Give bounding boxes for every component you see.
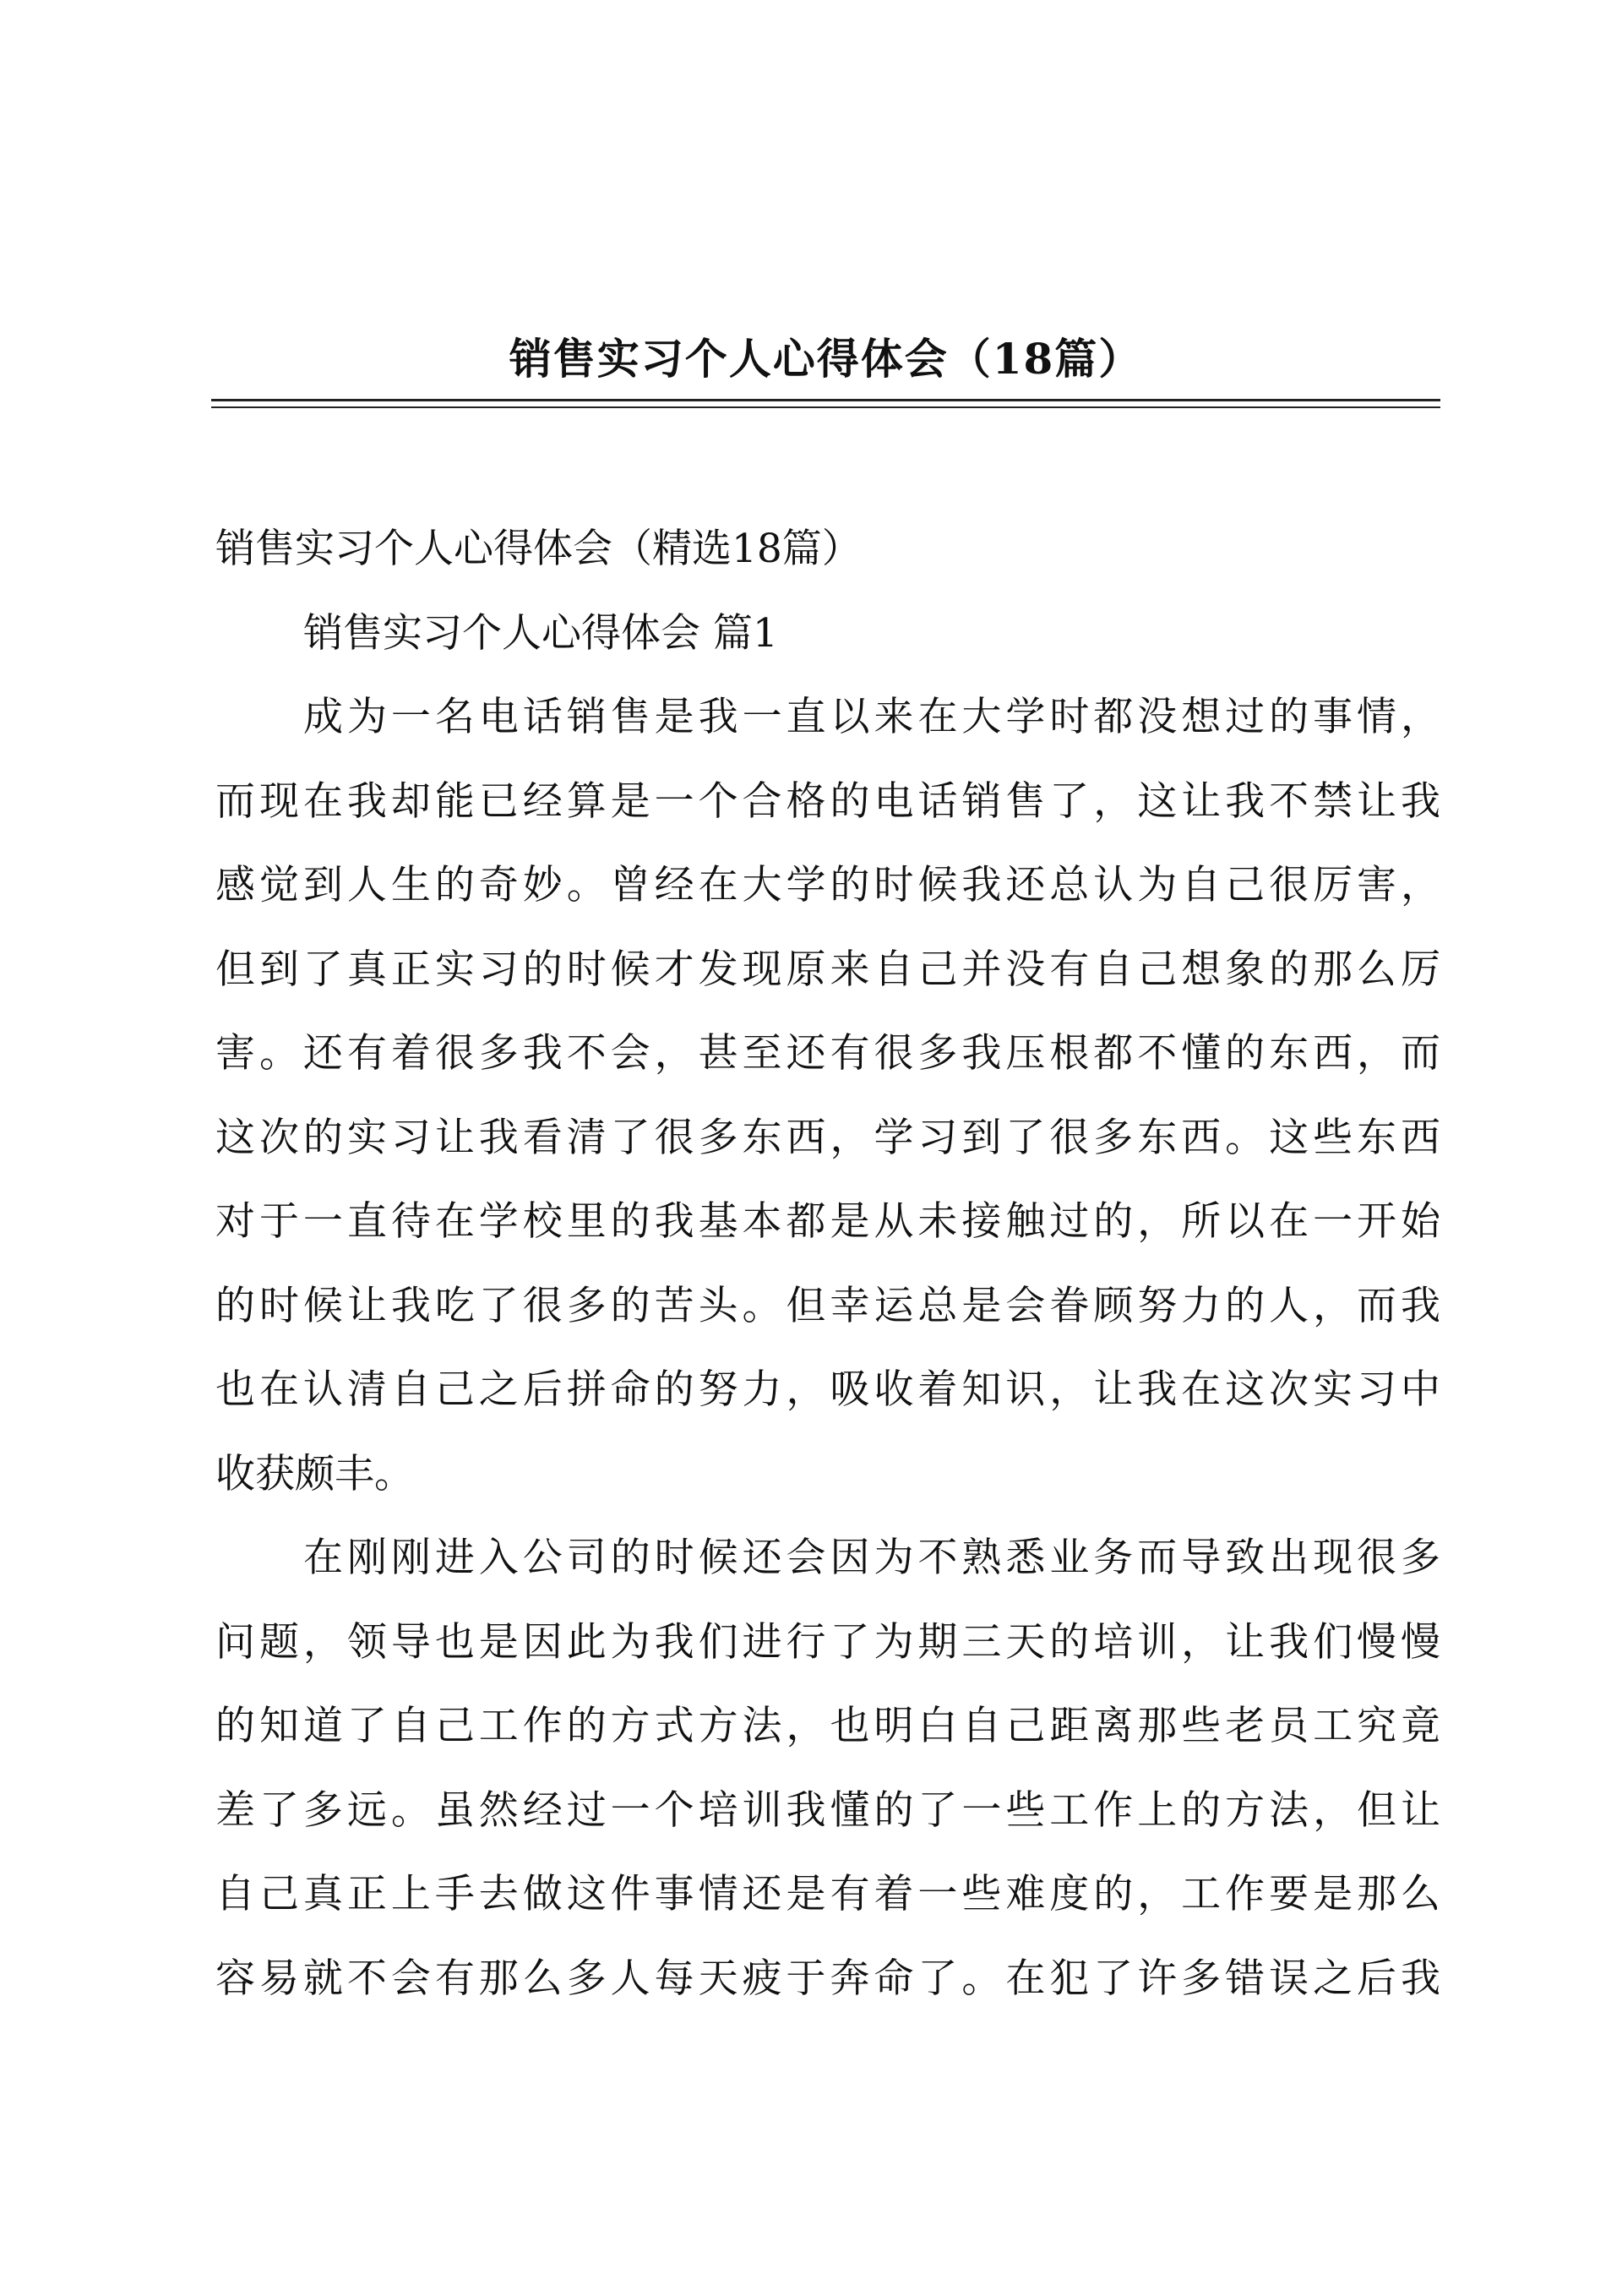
paragraph-line: 害。还有着很多我不会，甚至还有很多我压根都不懂的东西，而	[215, 1030, 1440, 1077]
paragraph-line: 而现在我却能已经算是一个合格的电话销售了，这让我不禁让我	[215, 777, 1440, 825]
paragraph-line: 也在认清自己之后拼命的努力，吸收着知识，让我在这次实习中	[215, 1366, 1440, 1413]
paragraph-line: 问题，领导也是因此为我们进行了为期三天的培训，让我们慢慢	[215, 1618, 1440, 1666]
paragraph-line: 在刚刚进入公司的时候还会因为不熟悉业务而导致出现很多	[303, 1535, 1440, 1581]
title-rule-thin	[211, 406, 1440, 408]
paragraph-line: 对于一直待在学校里的我基本都是从未接触过的，所以在一开始	[215, 1198, 1440, 1245]
paragraph-line: 成为一名电话销售是我一直以来在大学时都没想过的事情，	[303, 694, 1440, 740]
paragraph-line: 这次的实习让我看清了很多东西，学习到了很多东西。这些东西	[215, 1114, 1440, 1161]
paragraph-line: 但到了真正实习的时候才发现原来自己并没有自己想象的那么厉	[215, 946, 1440, 993]
paragraph-line: 容易就不会有那么多人每天疲于奔命了。在犯了许多错误之后我	[215, 1955, 1440, 2002]
paragraph-1	[215, 675, 1440, 1516]
subtitle: 销售实习个人心得体会（精选18篇）	[215, 526, 862, 572]
paragraph-line: 差了多远。虽然经过一个培训我懂的了一些工作上的方法，但让	[215, 1786, 1440, 1834]
section-heading: 销售实习个人心得体会 篇1	[303, 609, 778, 657]
document-title: 销售实习个人心得体会（18篇）	[509, 334, 1143, 384]
paragraph-line: 的知道了自己工作的方式方法，也明白自己距离那些老员工究竟	[215, 1703, 1440, 1749]
paragraph-line: 感觉到人生的奇妙。曾经在大学的时候我还总认为自己很厉害，	[215, 862, 1440, 908]
paragraph-line: 的时候让我吃了很多的苦头。但幸运总是会眷顾努力的人，而我	[215, 1282, 1440, 1329]
title-rule-thick	[211, 399, 1440, 401]
paragraph-line: 收获颇丰。	[215, 1450, 414, 1497]
document-body	[215, 507, 1440, 2021]
paragraph-2	[215, 1516, 1440, 2021]
paragraph-line: 自己真正上手去做这件事情还是有着一些难度的，工作要是那么	[215, 1871, 1440, 1917]
